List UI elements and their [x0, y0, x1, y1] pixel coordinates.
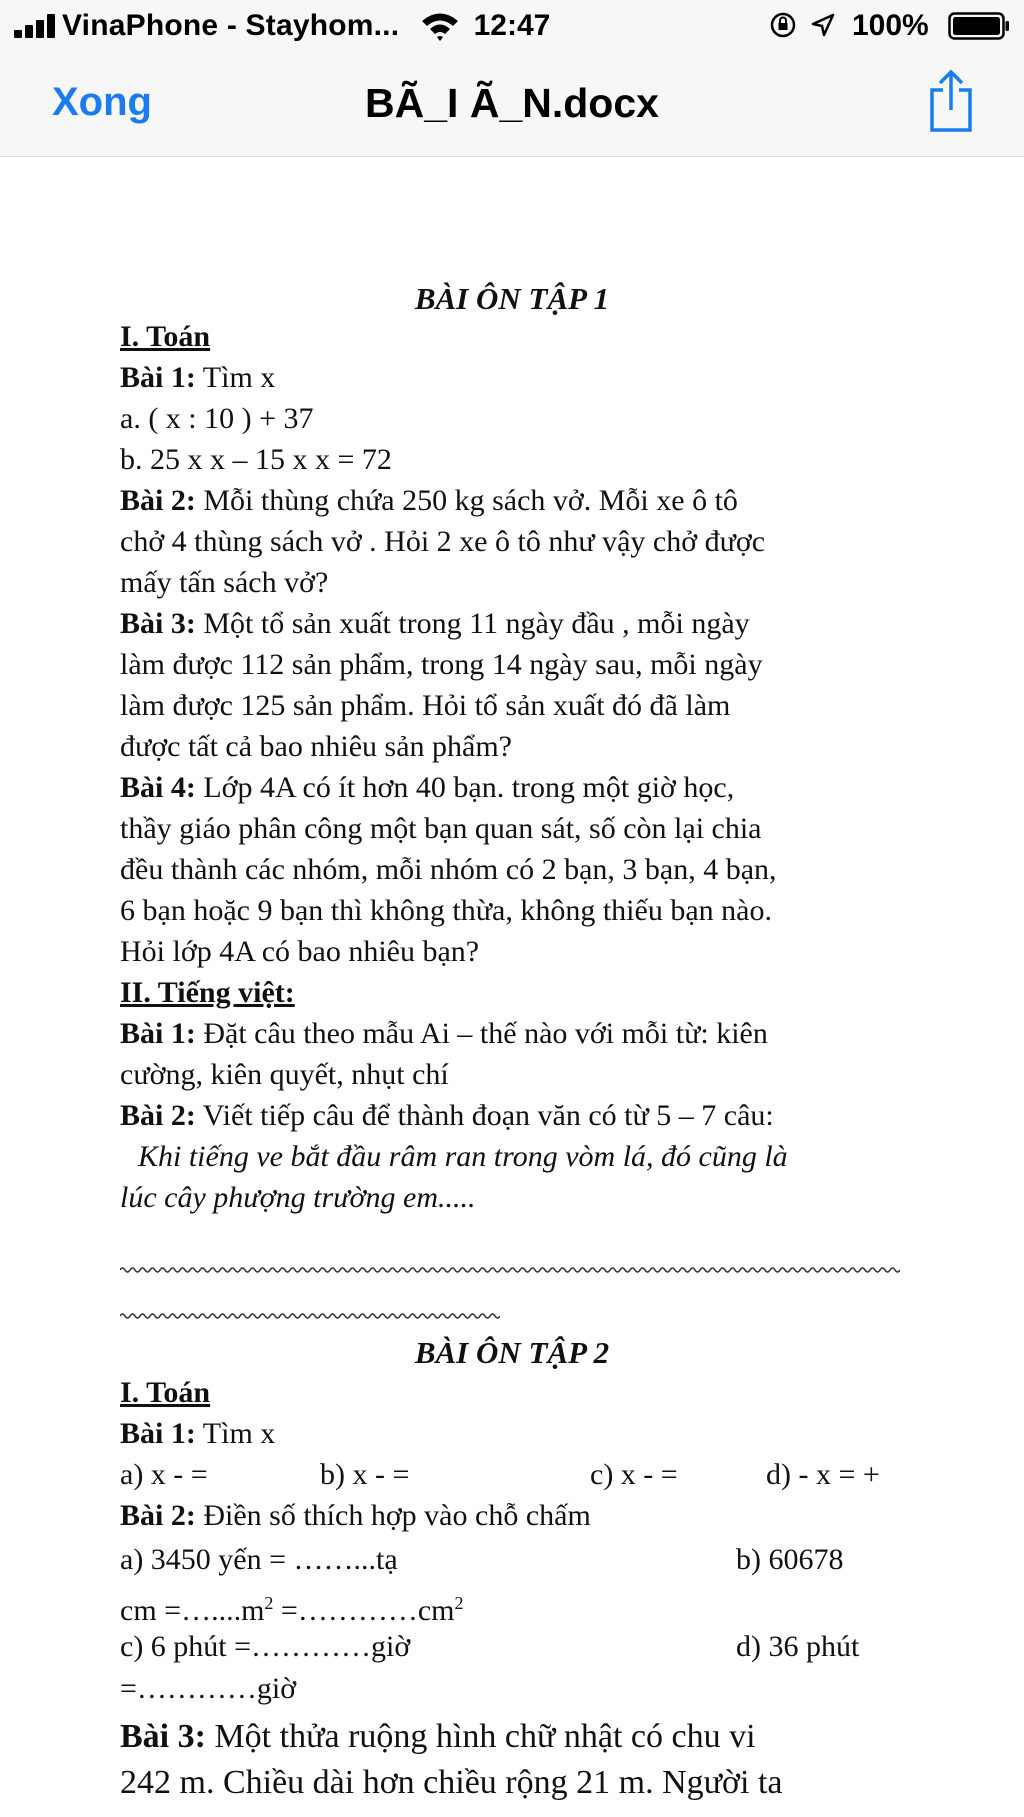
vn-exercise-1: Bài 1: Đặt câu theo mẫu Ai – thế nào với mỗi từ: kiên: [120, 1017, 768, 1050]
p2-exercise-2: Bài 2: Điền số thích hợp vào chỗ chấm: [120, 1499, 591, 1532]
battery-percent: 100%: [852, 9, 929, 42]
exercise-3-line: làm được 112 sản phẩm, trong 14 ngày sau, mỗi ngày: [120, 648, 763, 681]
clock: 12:47: [473, 9, 551, 42]
p2-exercise-2-units: cm $=\dots....m^2$ $=\dots\dots\dots\dots cm^2$: [120, 1593, 464, 1627]
battery-icon: [948, 12, 1010, 40]
p2-exercise-2-b: b) 60678: [736, 1543, 844, 1576]
wavy-divider: [120, 1310, 500, 1322]
p2-exercise-2-a: a) 3450 yến = ……...tạ: [120, 1543, 398, 1576]
exercise-4-line: thầy giáo phân công một bạn quan sát, số còn lại chia: [120, 812, 762, 845]
section-title-1: BÀI ÔN TẬP 1: [414, 281, 610, 316]
exercise-4: Bài 4: Lớp 4A có ít hơn 40 bạn. trong một giờ học,: [120, 771, 735, 804]
exercise-3: Bài 3: Một tổ sản xuất trong 11 ngày đầu , mỗi ngày: [120, 607, 750, 640]
navigation-bar: [0, 52, 1024, 157]
exercise-1: Bài 1: Tìm x: [120, 361, 276, 394]
vn-exercise-1-line: cường, kiên quyết, nhụt chí: [120, 1058, 449, 1091]
p2-exercise-2-d-line: =…………giờ: [120, 1672, 297, 1705]
exercise-4-line: Hỏi lớp 4A có bao nhiêu bạn?: [120, 935, 480, 968]
exercise-2: Bài 2: Mỗi thùng chứa 250 kg sách vở. Mỗi xe ô tô: [120, 484, 738, 517]
vn-exercise-2-prompt: lúc cây phượng trường em.....: [120, 1181, 476, 1214]
exercise-3-line: làm được 125 sản phẩm. Hỏi tổ sản xuất đó đã làm: [120, 689, 731, 722]
p2-exercise-3-line: 242 m. Chiều dài hơn chiều rộng 21 m. Người ta: [120, 1764, 783, 1801]
done-button[interactable]: Xong: [52, 80, 152, 124]
p2-exercise-1-c: c) x - =: [590, 1458, 678, 1491]
rotation-lock-icon: [770, 12, 796, 38]
p2-exercise-2-d: d) 36 phút: [736, 1630, 860, 1663]
exercise-2-line: mấy tấn sách vở?: [120, 566, 329, 599]
math-heading-1: I. Toán: [120, 320, 211, 353]
p2-exercise-3: Bài 3: Một thửa ruộng hình chữ nhật có chu vi: [120, 1718, 756, 1755]
share-icon[interactable]: [926, 68, 976, 134]
vn-exercise-2-prompt: Khi tiếng ve bắt đầu râm ran trong vòm lá, đó cũng là: [138, 1140, 788, 1173]
location-arrow-icon: [810, 12, 836, 38]
exercise-1-a: a. ( x : 10 ) + 37: [120, 402, 314, 435]
exercise-4-line: đều thành các nhóm, mỗi nhóm có 2 bạn, 3 bạn, 4 bạn,: [120, 853, 777, 886]
exercise-3-line: được tất cả bao nhiêu sản phẩm?: [120, 730, 512, 763]
wavy-divider: [120, 1264, 900, 1276]
p2-exercise-1: Bài 1: Tìm x: [120, 1417, 276, 1450]
document-content[interactable]: [0, 156, 1024, 1817]
section-title-2: BÀI ÔN TẬP 2: [414, 1335, 610, 1370]
exercise-2-line: chở 4 thùng sách vở . Hỏi 2 xe ô tô như vậy chở được: [120, 525, 766, 558]
status-bar: [0, 0, 1024, 52]
p2-exercise-2-c: c) 6 phút =…………giờ: [120, 1630, 411, 1663]
p2-exercise-1-d: d) - x = +: [766, 1458, 880, 1491]
p2-exercise-1-b: b) x - =: [320, 1458, 410, 1491]
carrier-name: VinaPhone - Stayhom...: [62, 9, 400, 42]
exercise-4-line: 6 bạn hoặc 9 bạn thì không thừa, không thiếu bạn nào.: [120, 894, 772, 927]
document-title: BÃ_I Ã_N.docx: [365, 80, 659, 126]
vn-exercise-2: Bài 2: Viết tiếp câu để thành đoạn văn có từ 5 – 7 câu:: [120, 1099, 774, 1132]
math-heading-2: I. Toán: [120, 1376, 211, 1409]
p2-exercise-1-a: a) x - =: [120, 1458, 208, 1491]
vietnamese-heading: II. Tiếng việt:: [120, 976, 295, 1009]
exercise-1-b: b. 25 x x – 15 x x = 72: [120, 443, 392, 476]
